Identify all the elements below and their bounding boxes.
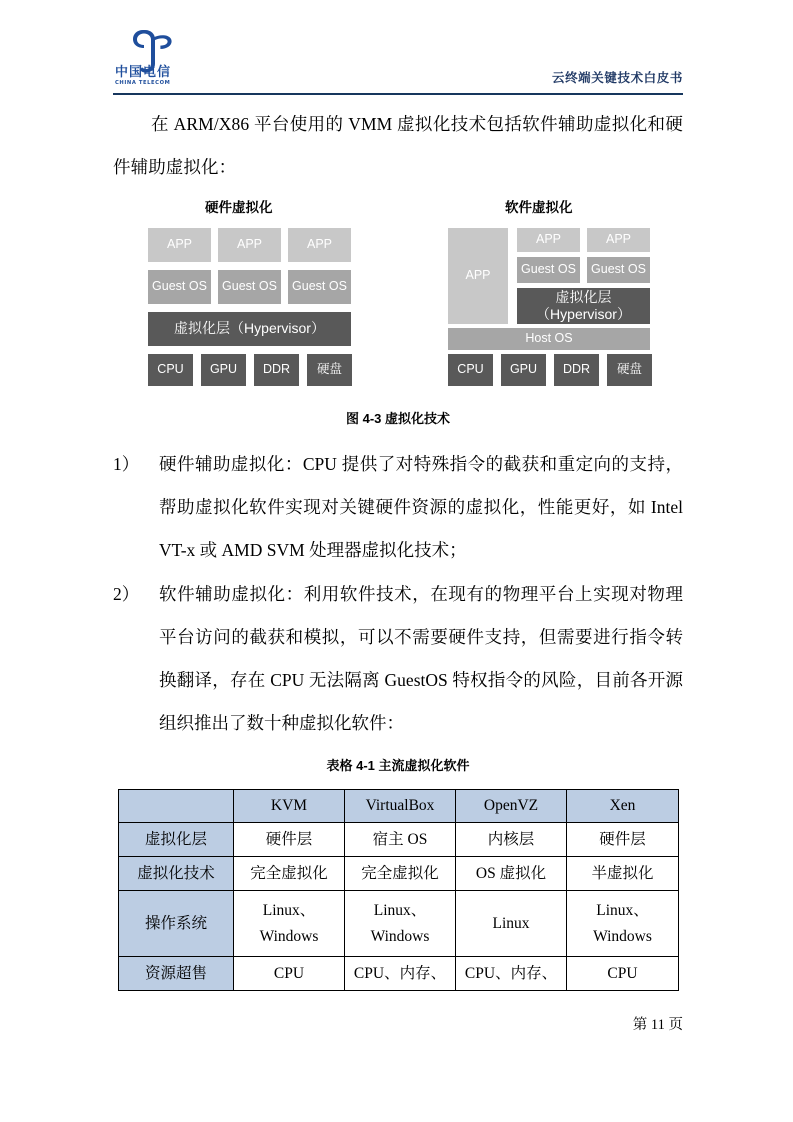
- table-header-row: [119, 790, 679, 823]
- hw-app-box-3: APP: [288, 228, 351, 262]
- header-divider: [113, 93, 683, 95]
- sw-cpu-box: CPU: [448, 354, 493, 386]
- software-virtualization-title: 软件虚拟化: [505, 200, 573, 215]
- sw-app-box-2: APP: [587, 228, 650, 252]
- table-row-label: 虚拟化层: [119, 823, 234, 857]
- table-cell: 宿主 OS: [345, 823, 456, 857]
- list-item-text: 软件辅助虚拟化：利用软件技术，在现有的物理平台上实现对物理平台访问的截获和模拟，可以不需要硬件支持，但需要进行指令转换翻译，存在 CPU 无法隔离 GuestOS 特权指令的风险，目前各开源组织推出了数十种虚拟化软件：: [159, 584, 683, 733]
- table-cell: CPU、内存、: [345, 957, 456, 991]
- table-cell: 完全虚拟化: [234, 857, 345, 891]
- table-row-label: 资源超售: [119, 957, 234, 991]
- table-header-cell-virtualbox: VirtualBox: [345, 790, 456, 823]
- sw-guest-os-box-2: Guest OS: [587, 257, 650, 283]
- table-cell: Linux、 Windows: [345, 891, 456, 957]
- table-cell: 硬件层: [567, 823, 679, 857]
- sw-hypervisor-line-1: 虚拟化层: [555, 288, 612, 305]
- page-header: [113, 24, 683, 92]
- sw-host-os-box: Host OS: [448, 328, 650, 350]
- sw-disk-box: 硬盘: [607, 354, 652, 386]
- table-cell: 半虚拟化: [567, 857, 679, 891]
- table-cell: 硬件层: [234, 823, 345, 857]
- table-cell: Linux、 Windows: [567, 891, 679, 957]
- sw-hypervisor-line-2: （Hypervisor）: [536, 306, 631, 322]
- sw-app-box-1: APP: [517, 228, 580, 252]
- table-cell: CPU: [234, 957, 345, 991]
- hardware-virtualization-title: 硬件虚拟化: [205, 200, 273, 215]
- list-item: [113, 443, 683, 572]
- hw-gpu-box: GPU: [201, 354, 246, 386]
- sw-ddr-box: DDR: [554, 354, 599, 386]
- figure-virtualization-diagram: [113, 192, 683, 392]
- table-header-cell-corner: [119, 790, 234, 823]
- table-cell: OS 虚拟化: [456, 857, 567, 891]
- table-caption: 表格 4-1 主流虚拟化软件: [326, 758, 470, 773]
- hw-guest-os-box-1: Guest OS: [148, 270, 211, 304]
- sw-native-app-box: APP: [448, 228, 508, 324]
- table-cell: 内核层: [456, 823, 567, 857]
- table-row: [119, 957, 679, 991]
- hw-app-box-1: APP: [148, 228, 211, 262]
- table-cell: Linux、 Windows: [234, 891, 345, 957]
- sw-hypervisor-box: [517, 288, 650, 324]
- table-header-cell-kvm: KVM: [234, 790, 345, 823]
- hw-disk-box: 硬盘: [307, 354, 352, 386]
- hw-app-box-2: APP: [218, 228, 281, 262]
- svg-text:中国电信: 中国电信: [115, 65, 172, 80]
- hw-cpu-box: CPU: [148, 354, 193, 386]
- table-row: [119, 823, 679, 857]
- table-row-label: 虚拟化技术: [119, 857, 234, 891]
- table-row: [119, 857, 679, 891]
- list-item-text: 硬件辅助虚拟化：CPU 提供了对特殊指令的截获和重定向的支持，帮助虚拟化软件实现对关键硬件资源的虚拟化，性能更好，如 Intel VT-x 或 AMD SVM 处理器虚拟化技术；: [159, 454, 683, 560]
- list-marker: 1）: [113, 454, 140, 474]
- virtualization-software-table: [118, 789, 679, 991]
- table-cell: Linux: [456, 891, 567, 957]
- hw-hypervisor-box: 虚拟化层（Hypervisor）: [148, 312, 351, 346]
- china-telecom-logo: [113, 24, 209, 86]
- sw-gpu-box: GPU: [501, 354, 546, 386]
- table-row: [119, 891, 679, 957]
- intro-paragraph: 在 ARM/X86 平台使用的 VMM 虚拟化技术包括软件辅助虚拟化和硬件辅助虚拟化：: [113, 114, 683, 177]
- header-title: 云终端关键技术白皮书: [551, 71, 683, 85]
- svg-text:CHINA TELECOM: CHINA TELECOM: [115, 80, 171, 86]
- table-cell: 完全虚拟化: [345, 857, 456, 891]
- sw-guest-os-box-1: Guest OS: [517, 257, 580, 283]
- list-marker: 2）: [113, 584, 140, 604]
- table-cell: CPU: [567, 957, 679, 991]
- table-header-cell-openvz: OpenVZ: [456, 790, 567, 823]
- figure-caption: 图 4-3 虚拟化技术: [345, 411, 450, 426]
- table-row-label: 操作系统: [119, 891, 234, 957]
- list-item: [113, 573, 683, 745]
- hw-ddr-box: DDR: [254, 354, 299, 386]
- page-number: 第 11 页: [632, 1017, 683, 1033]
- table-header-cell-xen: Xen: [567, 790, 679, 823]
- table-cell: CPU、内存、: [456, 957, 567, 991]
- hw-guest-os-box-2: Guest OS: [218, 270, 281, 304]
- hw-guest-os-box-3: Guest OS: [288, 270, 351, 304]
